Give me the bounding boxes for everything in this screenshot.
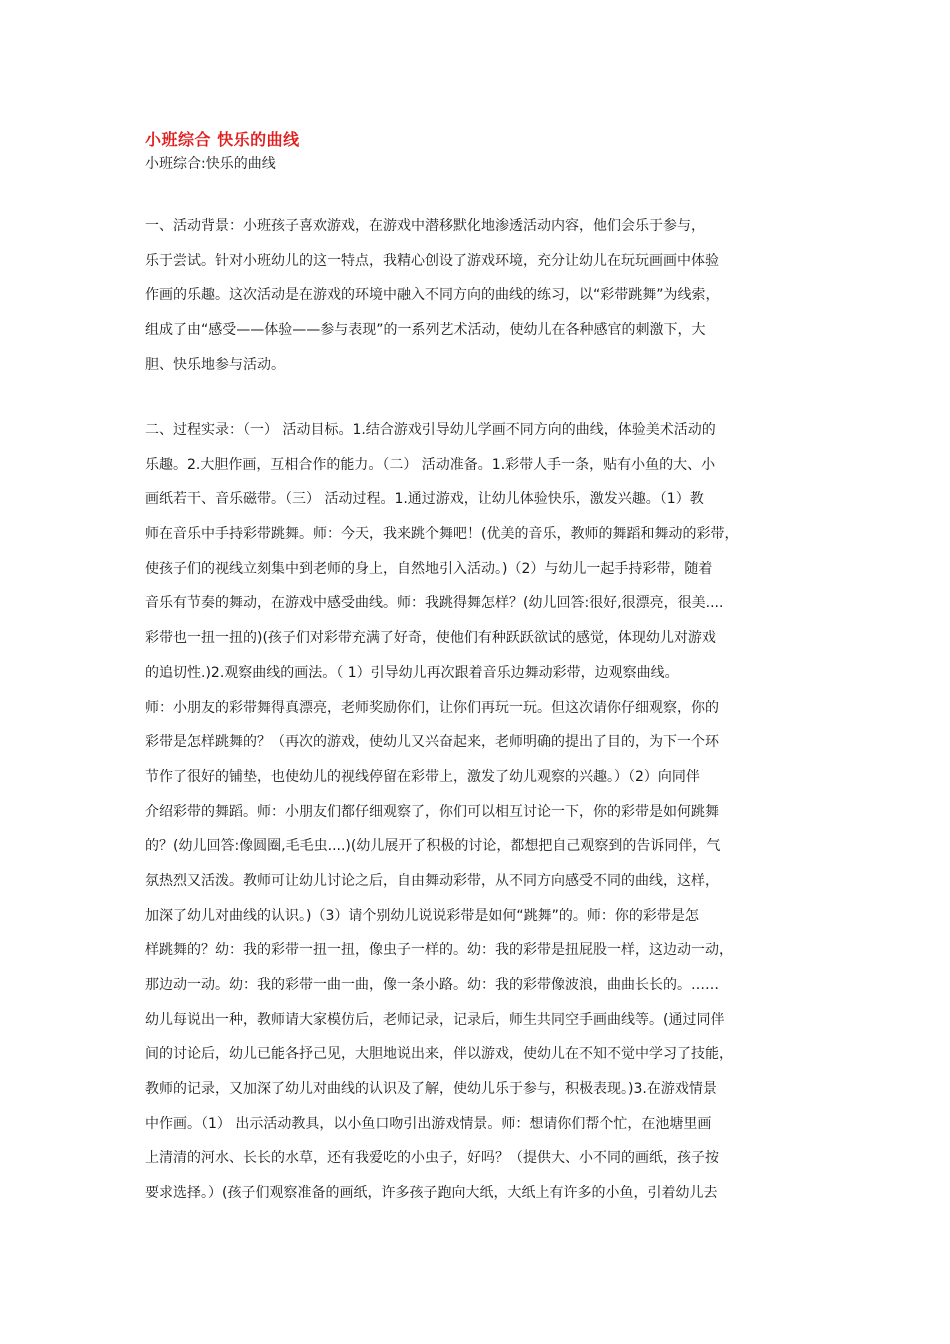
paragraph-line: 二、过程实录：（一） 活动目标。1.结合游戏引导幼儿学画不同方向的曲线，体验美术活动的 xyxy=(145,422,716,438)
section-activity-background xyxy=(145,216,817,389)
paragraph-line: 彩带是怎样跳舞的？（再次的游戏，使幼儿又兴奋起来，老师明确的提出了目的，为下一个环 xyxy=(145,734,719,751)
paragraph-line: 上清清的河水、长长的水草，还有我爱吃的小虫子，好吗？（提供大、小不同的画纸，孩子按 xyxy=(145,1150,719,1167)
paragraph-line: 乐于尝试。针对小班幼儿的这一特点，我精心创设了游戏环境，充分让幼儿在玩玩画画中体验 xyxy=(145,252,719,269)
paragraph-line: 那边动一动。幼：我的彩带一曲一曲，像一条小路。幼：我的彩带像波浪，曲曲长长的。…… xyxy=(145,977,719,993)
paragraph-line: 画纸若干、音乐磁带。（三） 活动过程。1.通过游戏，让幼儿体验快乐，激发兴趣。（1）教 xyxy=(145,491,704,508)
paragraph-line: 音乐有节奏的舞动，在游戏中感受曲线。师：我跳得舞怎样？(幼儿回答:很好,很漂亮，很美.... xyxy=(145,595,724,612)
paragraph-line: 师在音乐中手持彩带跳舞。师：今天，我来跳个舞吧！(优美的音乐，教师的舞蹈和舞动的彩带， xyxy=(145,526,739,543)
paragraph-line: 的？(幼儿回答:像圆圈,毛毛虫....)(幼儿展开了积极的讨论，都想把自己观察到的告诉同伴，气 xyxy=(145,838,721,855)
paragraph-line: 使孩子们的视线立刻集中到老师的身上，自然地引入活动。)（2）与幼儿一起手持彩带，随着 xyxy=(145,560,713,577)
paragraph-line: 教师的记录，又加深了幼儿对曲线的认识及了解，使幼儿乐于参与，积极表现。)3.在游戏情景 xyxy=(145,1081,717,1098)
paragraph-line: 彩带也一扭一扭的)(孩子们对彩带充满了好奇，使他们有种跃跃欲试的感觉，体现幼儿对游戏 xyxy=(145,630,716,647)
document-subtitle: 小班综合:快乐的曲线 xyxy=(145,156,276,172)
paragraph-line: 加深了幼儿对曲线的认识。)（3）请个别幼儿说说彩带是如何“跳舞”的。师：你的彩带是怎 xyxy=(145,907,699,924)
document-title: 小班综合 快乐的曲线 xyxy=(145,130,300,149)
paragraph-line: 氛热烈又活泼。教师可让幼儿讨论之后，自由舞动彩带，从不同方向感受不同的曲线，这样， xyxy=(145,872,719,889)
section-process-record xyxy=(145,420,817,1218)
paragraph-line: 一、活动背景：小班孩子喜欢游戏，在游戏中潜移默化地渗透活动内容，他们会乐于参与， xyxy=(145,218,705,234)
paragraph-line: 间的讨论后，幼儿已能各抒己见，大胆地说出来，伴以游戏，使幼儿在不知不觉中学习了技能， xyxy=(145,1046,733,1063)
paragraph-line: 作画的乐趣。这次活动是在游戏的环境中融入不同方向的曲线的练习，以“彩带跳舞”为线索， xyxy=(145,287,720,304)
paragraph-line: 介绍彩带的舞蹈。师：小朋友们都仔细观察了，你们可以相互讨论一下，你的彩带是如何跳舞 xyxy=(145,803,719,820)
paragraph-line: 师：小朋友的彩带舞得真漂亮，老师奖励你们，让你们再玩一玩。但这次请你仔细观察，你的 xyxy=(145,699,719,716)
paragraph-line: 的追切性.)2.观察曲线的画法。（ 1）引导幼儿再次跟着音乐边舞动彩带，边观察曲线。 xyxy=(145,664,679,681)
paragraph-line: 中作画。（1） 出示活动教具，以小鱼口吻引出游戏情景。师：想请你们帮个忙，在池塘里画 xyxy=(145,1115,712,1132)
paragraph-line: 幼儿每说出一种，教师请大家模仿后，老师记录，记录后，师生共同空手画曲线等。(通过同伴 xyxy=(145,1011,725,1028)
paragraph-line: 组成了由“感受——体验——参与表现”的一系列艺术活动，使幼儿在各种感官的刺激下，大 xyxy=(145,322,706,339)
paragraph-line: 要求选择。）(孩子们观察准备的画纸，许多孩子跑向大纸，大纸上有许多的小鱼，引着幼儿去 xyxy=(145,1185,718,1202)
paragraph-line: 乐趣。2.大胆作画，互相合作的能力。（二） 活动准备。1.彩带人手一条，贴有小鱼的大、小 xyxy=(145,456,716,473)
paragraph-line: 胆、快乐地参与活动。 xyxy=(145,356,285,373)
paragraph-line: 样跳舞的？幼：我的彩带一扭一扭，像虫子一样的。幼：我的彩带是扭屁股一样，这边动一动， xyxy=(145,942,733,959)
paragraph-line: 节作了很好的铺垫，也使幼儿的视线停留在彩带上，激发了幼儿观察的兴趣。）（2）向同伴 xyxy=(145,768,700,785)
